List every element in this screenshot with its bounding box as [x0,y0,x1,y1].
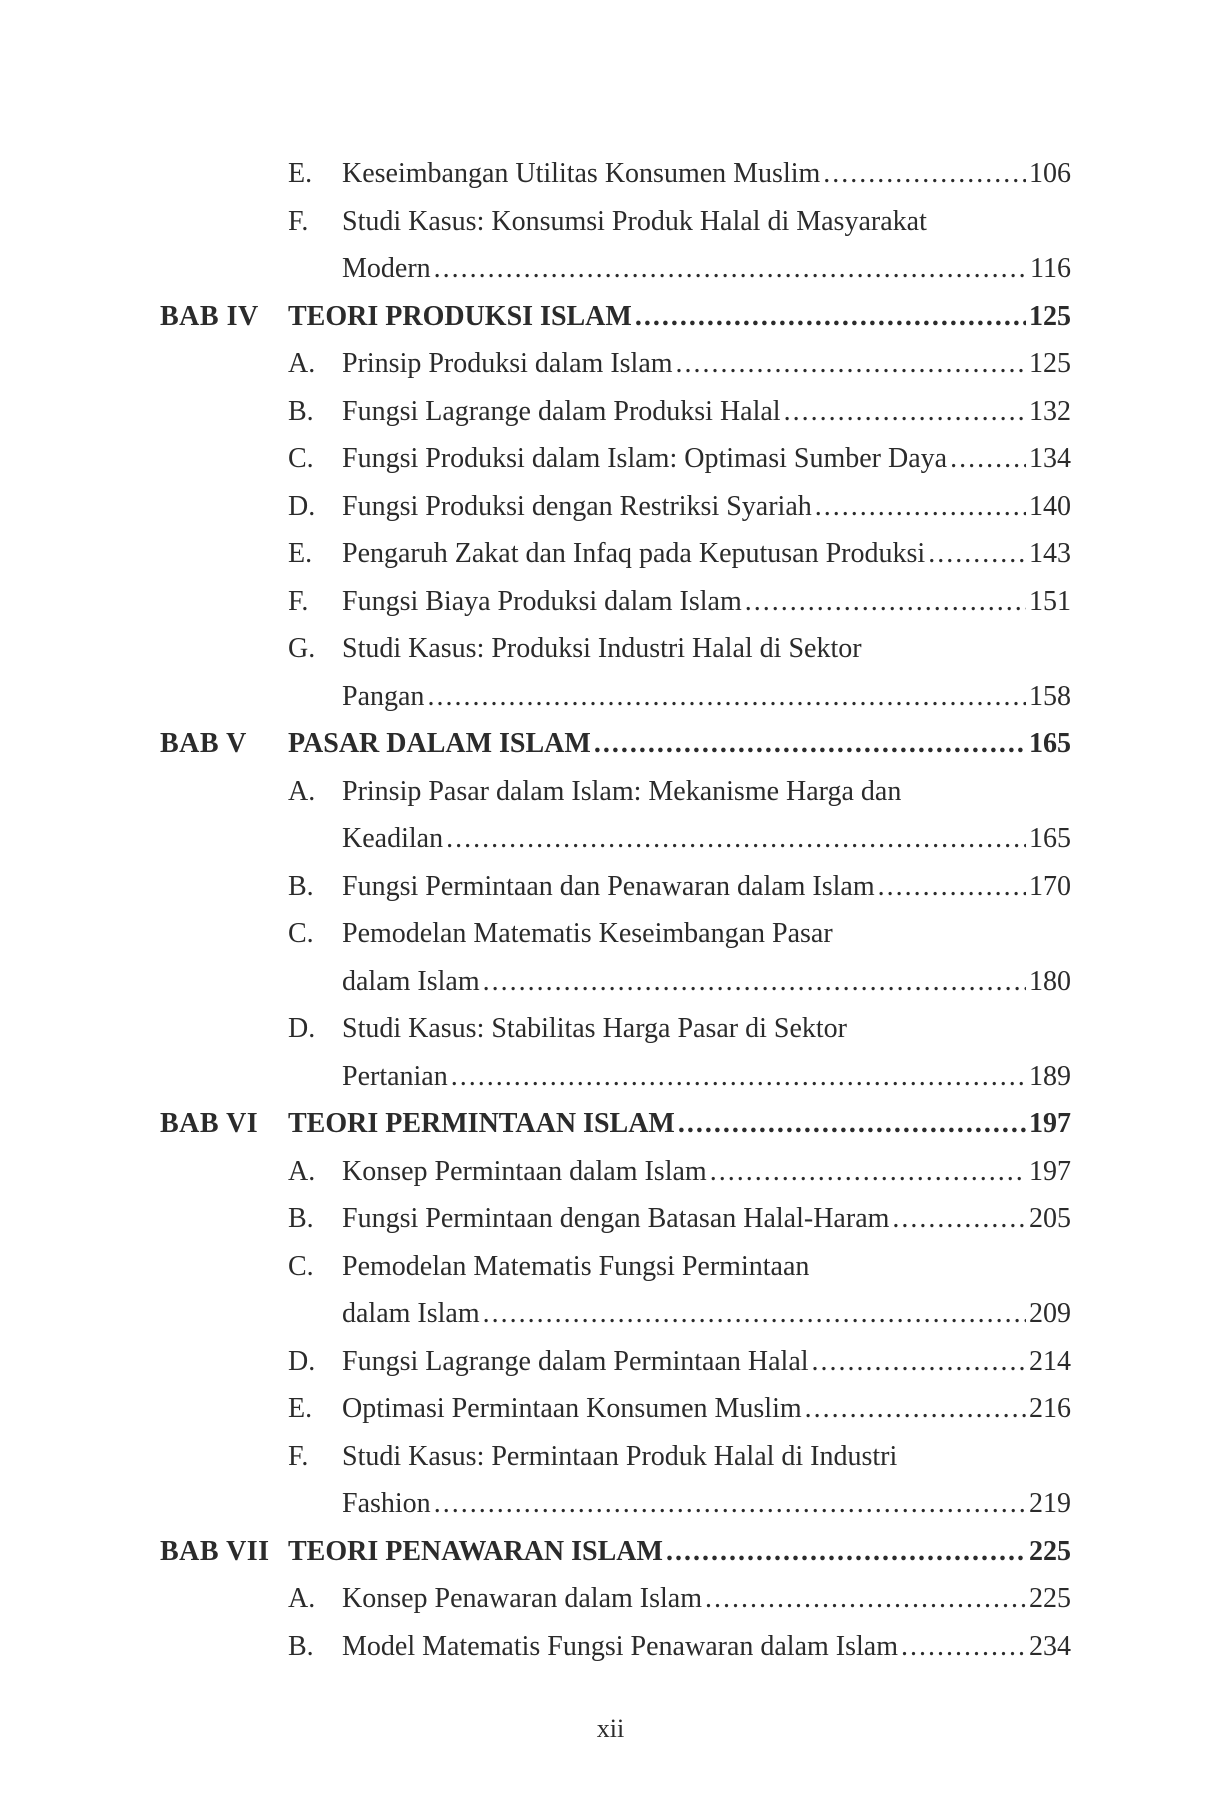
dot-leader [901,1623,1026,1671]
section-leader-line [342,1053,1071,1101]
section-leader-line [342,1148,1071,1196]
section-title: Pertanian [342,1060,448,1092]
toc-section-row [0,198,1221,246]
section-letter: C. [288,918,314,949]
section-title: Konsep Permintaan dalam Islam [342,1155,707,1187]
dot-leader [892,1195,1026,1243]
dot-leader [815,483,1026,531]
section-title: Fungsi Biaya Produksi dalam Islam [342,585,742,617]
section-title-line: Prinsip Pasar dalam Islam: Mekanisme Harga dan [342,775,902,807]
dot-leader [427,673,1026,721]
chapter-leader-line [288,293,1071,341]
chapter-number: BAB V [160,728,247,759]
toc-section-row [0,483,1221,531]
toc-section-row [0,768,1221,816]
section-page-number: 189 [1029,1060,1071,1092]
toc-section-row [0,1385,1221,1433]
dot-leader [434,1480,1026,1528]
section-page-number: 132 [1029,395,1071,427]
section-title: Fungsi Lagrange dalam Produksi Halal [342,395,781,427]
section-page-number: 197 [1029,1155,1071,1187]
chapter-number: BAB VII [160,1535,270,1567]
section-page-number: 125 [1029,348,1071,379]
section-title: Prinsip Produksi dalam Islam [342,348,673,379]
section-page-number: 234 [1029,1630,1071,1662]
toc-section-row [0,1290,1221,1338]
section-letter: F. [288,1440,309,1472]
section-leader-line [342,245,1071,293]
dot-leader [928,530,1026,578]
section-leader-line [342,1385,1071,1433]
section-page-number: 180 [1029,965,1071,997]
chapter-page-number: 125 [1029,300,1071,332]
section-letter: E. [288,1393,313,1424]
dot-leader [805,1385,1026,1433]
toc-chapter-row [0,1100,1221,1148]
dot-leader [635,293,1026,341]
toc-section-row [0,1433,1221,1481]
section-title: Pengaruh Zakat dan Infaq pada Keputusan Produksi [342,538,926,569]
section-leader-line [342,1480,1071,1528]
section-title-line: Studi Kasus: Konsumsi Produk Halal di Masyarakat [342,205,927,237]
section-page-number: 106 [1029,158,1071,189]
section-leader-line [342,1338,1071,1386]
toc-section-row [0,388,1221,436]
section-title-line: Pemodelan Matematis Keseimbangan Pasar [342,918,833,949]
section-title: Pangan [342,680,425,712]
dot-leader [434,245,1027,293]
toc-section-row [0,1005,1221,1053]
dot-leader [784,388,1026,436]
chapter-title: PASAR DALAM ISLAM [288,728,591,759]
section-letter: F. [288,585,309,617]
toc-chapter-row [0,720,1221,768]
section-title: Konsep Penawaran dalam Islam [342,1583,702,1614]
section-title: dalam Islam [342,965,480,997]
dot-leader [666,1528,1026,1576]
section-letter: B. [288,395,314,427]
toc-section-row [0,245,1221,293]
section-leader-line [342,435,1071,483]
section-page-number: 205 [1029,1203,1071,1234]
toc-section-row [0,1243,1221,1291]
section-letter: G. [288,633,316,664]
dot-leader [710,1148,1026,1196]
section-letter: B. [288,1203,314,1234]
section-leader-line [342,530,1071,578]
toc-chapter-row [0,1528,1221,1576]
section-title: Modern [342,253,431,284]
section-letter: E. [288,158,313,189]
chapter-page-number: 225 [1029,1535,1071,1567]
section-title: Fungsi Lagrange dalam Permintaan Halal [342,1345,809,1377]
section-leader-line [342,388,1071,436]
section-page-number: 225 [1029,1583,1071,1614]
section-title: Keadilan [342,823,444,854]
section-letter: E. [288,538,313,569]
chapter-leader-line [288,720,1071,768]
section-page-number: 170 [1029,870,1071,902]
toc-chapter-row [0,293,1221,341]
section-page-number: 134 [1029,443,1071,474]
section-leader-line [342,150,1071,198]
section-leader-line [342,483,1071,531]
toc-section-row [0,150,1221,198]
section-letter: A. [288,1155,316,1187]
dot-leader [451,1053,1026,1101]
section-title: Model Matematis Fungsi Penawaran dalam Islam [342,1630,898,1662]
toc-section-row [0,1195,1221,1243]
toc-section-row [0,1148,1221,1196]
dot-leader [483,958,1026,1006]
toc-section-row [0,958,1221,1006]
section-page-number: 116 [1030,253,1071,284]
chapter-title: TEORI PENAWARAN ISLAM [288,1535,663,1567]
section-page-number: 151 [1029,585,1071,617]
dot-leader [823,150,1026,198]
dot-leader [446,815,1026,863]
section-letter: D. [288,1013,316,1044]
section-title: Fungsi Permintaan dan Penawaran dalam Islam [342,870,875,902]
section-page-number: 158 [1029,680,1071,712]
section-leader-line [342,958,1071,1006]
toc-section-row [0,1480,1221,1528]
section-title: Fashion [342,1488,431,1519]
section-title: Fungsi Produksi dalam Islam: Optimasi Sumber Daya [342,443,948,474]
dot-leader [878,863,1026,911]
section-letter: D. [288,1345,316,1377]
section-title-line: Pemodelan Matematis Fungsi Permintaan [342,1250,810,1282]
toc-section-row [0,1053,1221,1101]
dot-leader [676,340,1026,388]
table-of-contents [0,150,1221,1670]
section-leader-line [342,1195,1071,1243]
toc-section-row [0,815,1221,863]
chapter-number: BAB IV [160,300,259,332]
section-title: Optimasi Permintaan Konsumen Muslim [342,1393,802,1424]
toc-section-row [0,340,1221,388]
section-letter: B. [288,870,314,902]
section-title: Fungsi Permintaan dengan Batasan Halal-Haram [342,1203,890,1234]
section-leader-line [342,863,1071,911]
section-letter: B. [288,1630,314,1662]
section-letter: A. [288,1583,316,1614]
section-page-number: 214 [1029,1345,1071,1377]
section-leader-line [342,815,1071,863]
toc-section-row [0,1575,1221,1623]
dot-leader [745,578,1026,626]
section-title: Keseimbangan Utilitas Konsumen Muslim [342,158,821,189]
section-title-line: Studi Kasus: Stabilitas Harga Pasar di Sektor [342,1013,847,1044]
section-letter: D. [288,490,316,522]
toc-section-row [0,910,1221,958]
toc-section-row [0,1623,1221,1671]
section-page-number: 165 [1029,823,1071,854]
section-title: dalam Islam [342,1298,480,1329]
dot-leader [594,720,1026,768]
section-page-number: 216 [1029,1393,1071,1424]
chapter-leader-line [288,1100,1071,1148]
toc-section-row [0,625,1221,673]
dot-leader [483,1290,1026,1338]
section-letter: C. [288,1250,314,1282]
chapter-leader-line [288,1528,1071,1576]
section-letter: C. [288,443,314,474]
toc-section-row [0,530,1221,578]
section-title-line: Studi Kasus: Produksi Industri Halal di Sektor [342,633,862,664]
chapter-page-number: 197 [1029,1108,1071,1139]
chapter-number: BAB VI [160,1108,259,1139]
chapter-title: TEORI PRODUKSI ISLAM [288,300,632,332]
dot-leader [950,435,1026,483]
toc-section-row [0,578,1221,626]
section-page-number: 219 [1029,1488,1071,1519]
toc-section-row [0,435,1221,483]
chapter-title: TEORI PERMINTAAN ISLAM [288,1108,675,1139]
section-leader-line [342,1623,1071,1671]
section-letter: A. [288,775,316,807]
section-letter: F. [288,205,309,237]
section-leader-line [342,340,1071,388]
dot-leader [678,1100,1026,1148]
section-leader-line [342,578,1071,626]
section-leader-line [342,1575,1071,1623]
dot-leader [812,1338,1026,1386]
dot-leader [705,1575,1026,1623]
chapter-page-number: 165 [1029,728,1071,759]
section-page-number: 143 [1029,538,1071,569]
section-title: Fungsi Produksi dengan Restriksi Syariah [342,490,812,522]
toc-section-row [0,863,1221,911]
toc-section-row [0,673,1221,721]
section-leader-line [342,673,1071,721]
section-leader-line [342,1290,1071,1338]
section-title-line: Studi Kasus: Permintaan Produk Halal di Industri [342,1440,898,1472]
page-number: xii [596,1714,625,1743]
section-letter: A. [288,348,316,379]
section-page-number: 140 [1029,490,1071,522]
toc-section-row [0,1338,1221,1386]
section-page-number: 209 [1029,1298,1071,1329]
